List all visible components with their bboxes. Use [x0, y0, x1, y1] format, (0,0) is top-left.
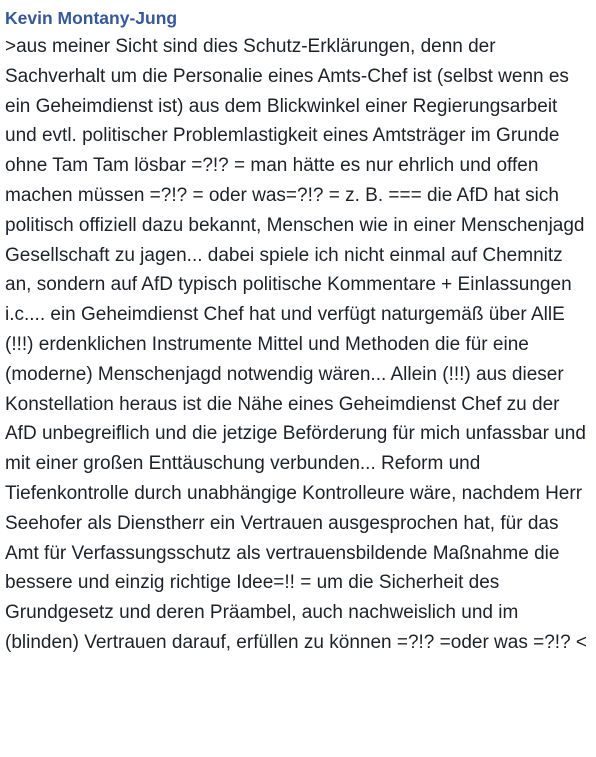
- comment-author-name[interactable]: Kevin Montany-Jung: [5, 8, 178, 28]
- comment-body-text: >aus meiner Sicht sind dies Schutz-Erklärungen, denn der Sachverhalt um die Personalie eines Amts-Chef ist (selbst wenn es ein Geheimdienst ist) aus dem Blickwinkel einer Regierungsarbeit und evtl. politischer Problemlastigkeit eines Amtsträger im Grunde ohne Tam Tam lösbar =?!? = man hätte es nur ehrlich und offen machen müssen =?!? = oder was=?!? = z. B. === die AfD hat sich politisch offiziell dazu bekannt, Menschen wie in einer Menschenjagd Gesellschaft zu jagen... dabei spiele ich nicht einmal auf Chemnitz an, sondern auf AfD typisch politische Kommentare + Einlassungen i.c.... ein Geheimdienst Chef hat und verfügt naturgemäß über AllE (!!!) erdenklichen Instrumente Mittel und Methoden die für eine (moderne) Menschenjagd notwendig wären... Allein (!!!) aus dieser Konstellation heraus ist die Nähe eines Geheimdienst Chef zu der AfD unbegreiflich und die jetzige Beförderung für mich unfassbar und mit einer großen Enttäuschung verbunden... Reform und Tiefenkontrolle durch unabhängige Kontrolleure wäre, nachdem Herr Seehofer als Dienstherr ein Vertrauen ausgesprochen hat, für das Amt für Verfassungsschutz als vertrauensbildende Maßnahme die bessere und einzig richtige Idee=!! = um die Sicherheit des Grundgesetz und deren Präambel, auch nachweislich und im (blinden) Vertrauen darauf, erfüllen zu können =?!? =oder was =?!? <: [5, 36, 588, 653]
